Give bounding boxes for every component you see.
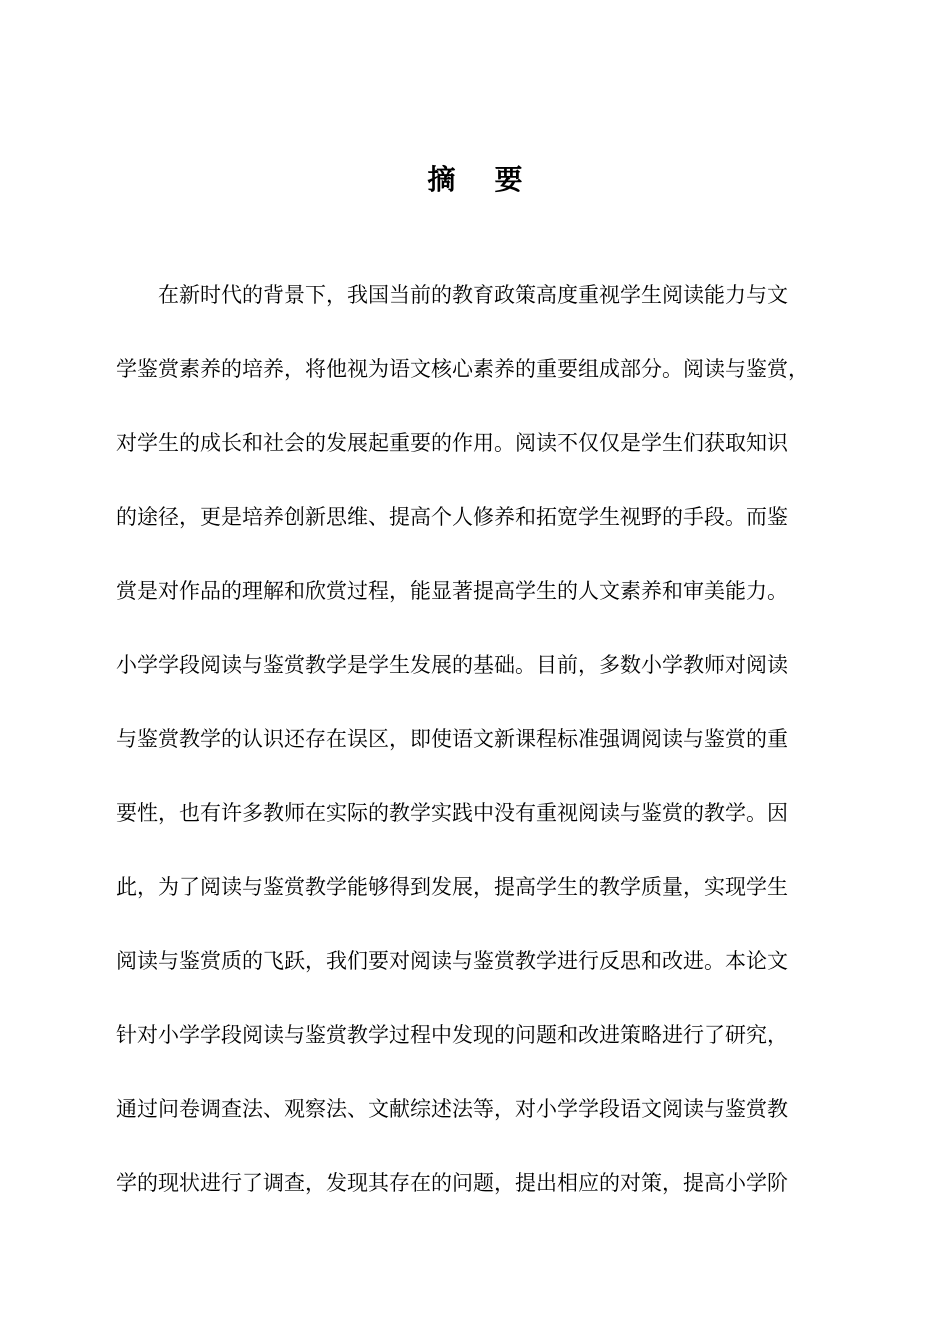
body-line-12: 通过问卷调查法、观察法、文献综述法等，对小学学段语文阅读与鉴赏教: [116, 1097, 788, 1121]
body-line-9: 此，为了阅读与鉴赏教学能够得到发展，提高学生的教学质量，实现学生: [116, 875, 788, 899]
body-line-5: 赏是对作品的理解和欣赏过程，能显著提高学生的人文素养和审美能力。: [116, 579, 788, 603]
body-line-1: 在新时代的背景下，我国当前的教育政策高度重视学生阅读能力与文: [116, 283, 788, 307]
body-line-6: 小学学段阅读与鉴赏教学是学生发展的基础。目前，多数小学教师对阅读: [116, 653, 788, 677]
body-line-13: 学的现状进行了调查，发现其存在的问题，提出相应的对策，提高小学阶: [116, 1171, 788, 1195]
body-line-2: 学鉴赏素养的培养，将他视为语文核心素养的重要组成部分。阅读与鉴赏，: [116, 357, 809, 381]
body-line-4: 的途径，更是培养创新思维、提高个人修养和拓宽学生视野的手段。而鉴: [116, 505, 788, 529]
body-line-8: 要性，也有许多教师在实际的教学实践中没有重视阅读与鉴赏的教学。因: [116, 801, 788, 825]
abstract-title: 摘 要: [427, 163, 523, 196]
body-line-3: 对学生的成长和社会的发展起重要的作用。阅读不仅仅是学生们获取知识: [116, 431, 788, 455]
body-line-10: 阅读与鉴赏质的飞跃，我们要对阅读与鉴赏教学进行反思和改进。本论文: [116, 949, 788, 973]
body-line-7: 与鉴赏教学的认识还存在误区，即使语文新课程标准强调阅读与鉴赏的重: [116, 727, 788, 751]
body-line-11: 针对小学学段阅读与鉴赏教学过程中发现的问题和改进策略进行了研究，: [116, 1023, 788, 1047]
